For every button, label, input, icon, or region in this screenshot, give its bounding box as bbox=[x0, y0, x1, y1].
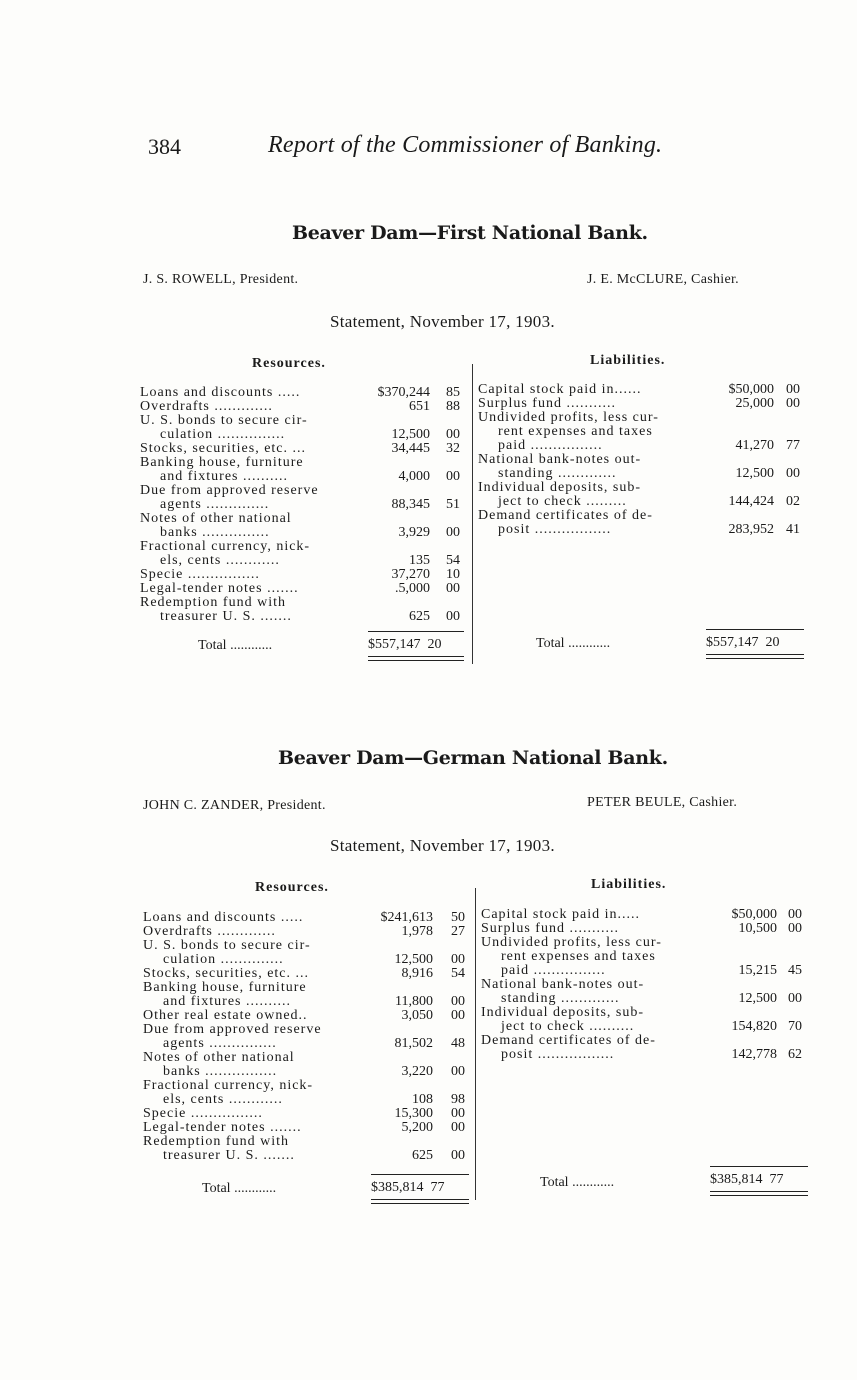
ledger-row bbox=[143, 981, 473, 995]
ledger-amount: 12,500 bbox=[735, 466, 774, 481]
ledger-row bbox=[478, 509, 808, 523]
ledger-item-label: Stocks, securities, etc. ... bbox=[140, 441, 307, 456]
ledger-item-label: Due from approved reserve bbox=[140, 483, 319, 498]
resources-table bbox=[140, 386, 470, 624]
total-double-rule bbox=[371, 1199, 469, 1204]
ledger-row bbox=[143, 911, 473, 925]
ledger-item-label: Notes of other national bbox=[143, 1050, 295, 1065]
ledger-amount: 3,220 bbox=[401, 1064, 433, 1079]
ledger-item-label: Specie ................ bbox=[140, 567, 260, 582]
liabilities-total-amount: $557,147 20 bbox=[706, 635, 780, 650]
resources-total-amount: $557,147 20 bbox=[368, 637, 442, 652]
liabilities-heading: Liabilities. bbox=[590, 353, 666, 368]
ledger-item-label: rent expenses and taxes bbox=[498, 424, 653, 439]
ledger-item-label: culation .............. bbox=[163, 952, 284, 967]
ledger-item-label: standing ............. bbox=[498, 466, 617, 481]
ledger-item-label: agents ............... bbox=[163, 1036, 277, 1051]
ledger-amount: 41,270 bbox=[735, 438, 774, 453]
ledger-row bbox=[143, 1009, 473, 1023]
ledger-row bbox=[481, 1048, 811, 1062]
ledger-item-label: Demand certificates of de- bbox=[481, 1033, 656, 1048]
ledger-amount: 10,500 bbox=[738, 921, 777, 936]
ledger-row bbox=[143, 1023, 473, 1037]
ledger-amount: 15,300 bbox=[394, 1106, 433, 1121]
ledger-cents: 41 bbox=[786, 522, 800, 537]
liabilities-total-label: Total ............ bbox=[540, 1175, 615, 1190]
resources-table bbox=[143, 911, 473, 1163]
ledger-cents: 51 bbox=[446, 497, 460, 512]
ledger-row bbox=[143, 1135, 473, 1149]
ledger-row bbox=[140, 442, 470, 456]
ledger-item-label: Legal-tender notes ....... bbox=[143, 1120, 302, 1135]
ledger-row bbox=[140, 386, 470, 400]
ledger-item-label: els, cents ............ bbox=[160, 553, 280, 568]
ledger-cents: 32 bbox=[446, 441, 460, 456]
ledger-item-label: Undivided profits, less cur- bbox=[481, 935, 662, 950]
ledger-item-label: National bank-notes out- bbox=[481, 977, 645, 992]
ledger-cents: 62 bbox=[788, 1047, 802, 1062]
ledger-item-label: banks ............... bbox=[160, 525, 270, 540]
ledger-item-label: Capital stock paid in..... bbox=[481, 907, 640, 922]
ledger-row bbox=[140, 526, 470, 540]
ledger-amount: 3,050 bbox=[401, 1008, 433, 1023]
ledger-cents: 48 bbox=[451, 1036, 465, 1051]
ledger-cents: 00 bbox=[788, 921, 802, 936]
ledger-item-label: U. S. bonds to secure cir- bbox=[143, 938, 311, 953]
ledger-amount: 625 bbox=[409, 609, 430, 624]
ledger-item-label: Individual deposits, sub- bbox=[478, 480, 642, 495]
resources-total-label: Total ............ bbox=[198, 638, 273, 653]
liabilities-heading: Liabilities. bbox=[591, 877, 667, 892]
ledger-amount: 144,424 bbox=[728, 494, 774, 509]
ledger-row bbox=[481, 950, 811, 964]
ledger-item-label: treasurer U. S. ....... bbox=[163, 1148, 295, 1163]
ledger-row bbox=[143, 1037, 473, 1051]
ledger-cents: 00 bbox=[786, 466, 800, 481]
ledger-row bbox=[140, 554, 470, 568]
ledger-row bbox=[478, 467, 808, 481]
ledger-amount: 135 bbox=[409, 553, 430, 568]
ledger-row bbox=[478, 481, 808, 495]
ledger-row bbox=[143, 1121, 473, 1135]
ledger-item-label: Legal-tender notes ....... bbox=[140, 581, 299, 596]
ledger-item-label: agents .............. bbox=[160, 497, 270, 512]
total-rule bbox=[710, 1166, 808, 1170]
ledger-row bbox=[478, 425, 808, 439]
page-number: 384 bbox=[148, 134, 181, 159]
ledger-cents: 54 bbox=[451, 966, 465, 981]
ledger-row bbox=[140, 456, 470, 470]
ledger-item-label: rent expenses and taxes bbox=[501, 949, 656, 964]
ledger-cents: 00 bbox=[451, 952, 465, 967]
resources-total-label: Total ............ bbox=[202, 1181, 277, 1196]
ledger-item-label: Demand certificates of de- bbox=[478, 508, 653, 523]
ledger-amount: 25,000 bbox=[735, 396, 774, 411]
bank-title: Beaver Dam—First National Bank. bbox=[292, 222, 648, 244]
ledger-row bbox=[481, 936, 811, 950]
ledger-amount: 12,500 bbox=[738, 991, 777, 1006]
ledger-amount: 1,978 bbox=[401, 924, 433, 939]
total-double-rule bbox=[706, 654, 804, 659]
ledger-cents: 85 bbox=[446, 385, 460, 400]
ledger-row bbox=[478, 495, 808, 509]
total-rule bbox=[371, 1174, 469, 1178]
ledger-row bbox=[478, 411, 808, 425]
ledger-item-label: Other real estate owned.. bbox=[143, 1008, 308, 1023]
ledger-item-label: culation ............... bbox=[160, 427, 286, 442]
ledger-item-label: and fixtures .......... bbox=[163, 994, 291, 1009]
statement-date: Statement, November 17, 1903. bbox=[330, 312, 555, 331]
ledger-row bbox=[481, 922, 811, 936]
ledger-item-label: Redemption fund with bbox=[140, 595, 286, 610]
ledger-cents: 00 bbox=[451, 1106, 465, 1121]
ledger-row bbox=[143, 953, 473, 967]
ledger-row bbox=[143, 939, 473, 953]
ledger-item-label: banks ................ bbox=[163, 1064, 278, 1079]
liabilities-table bbox=[478, 383, 808, 537]
total-double-rule bbox=[368, 656, 464, 661]
ledger-cents: 00 bbox=[446, 609, 460, 624]
ledger-amount: 283,952 bbox=[728, 522, 774, 537]
ledger-item-label: Capital stock paid in...... bbox=[478, 382, 642, 397]
ledger-row bbox=[481, 992, 811, 1006]
ledger-cents: 27 bbox=[451, 924, 465, 939]
ledger-item-label: ject to check .......... bbox=[501, 1019, 635, 1034]
ledger-item-label: treasurer U. S. ....... bbox=[160, 609, 292, 624]
resources-total-amount: $385,814 77 bbox=[371, 1180, 445, 1195]
ledger-cents: 00 bbox=[786, 396, 800, 411]
ledger-item-label: and fixtures .......... bbox=[160, 469, 288, 484]
ledger-item-label: U. S. bonds to secure cir- bbox=[140, 413, 308, 428]
ledger-row bbox=[143, 1107, 473, 1121]
ledger-item-label: Overdrafts ............. bbox=[140, 399, 273, 414]
ledger-cents: 00 bbox=[446, 525, 460, 540]
ledger-item-label: posit ................. bbox=[501, 1047, 615, 1062]
ledger-item-label: Notes of other national bbox=[140, 511, 292, 526]
president-name: J. S. ROWELL, President. bbox=[143, 272, 299, 287]
ledger-row bbox=[481, 1020, 811, 1034]
ledger-amount: 8,916 bbox=[401, 966, 433, 981]
total-double-rule bbox=[710, 1191, 808, 1196]
ledger-amount: 108 bbox=[412, 1092, 433, 1107]
ledger-item-label: Due from approved reserve bbox=[143, 1022, 322, 1037]
ledger-cents: 00 bbox=[446, 427, 460, 442]
ledger-amount: .5,000 bbox=[395, 581, 430, 596]
ledger-cents: 10 bbox=[446, 567, 460, 582]
ledger-cents: 77 bbox=[786, 438, 800, 453]
ledger-cents: 00 bbox=[788, 907, 802, 922]
ledger-amount: $241,613 bbox=[380, 910, 433, 925]
ledger-item-label: Redemption fund with bbox=[143, 1134, 289, 1149]
ledger-amount: 5,200 bbox=[401, 1120, 433, 1135]
ledger-amount: 88,345 bbox=[391, 497, 430, 512]
ledger-item-label: Banking house, furniture bbox=[140, 455, 304, 470]
ledger-amount: 12,500 bbox=[391, 427, 430, 442]
ledger-row bbox=[143, 1093, 473, 1107]
ledger-row bbox=[140, 540, 470, 554]
ledger-row bbox=[481, 908, 811, 922]
ledger-item-label: Undivided profits, less cur- bbox=[478, 410, 659, 425]
ledger-row bbox=[143, 1149, 473, 1163]
ledger-item-label: Surplus fund ........... bbox=[478, 396, 616, 411]
total-rule bbox=[706, 629, 804, 633]
ledger-cents: 00 bbox=[451, 1148, 465, 1163]
ledger-row bbox=[478, 439, 808, 453]
ledger-item-label: Loans and discounts ..... bbox=[140, 385, 301, 400]
statement-date: Statement, November 17, 1903. bbox=[330, 836, 555, 855]
ledger-row bbox=[140, 428, 470, 442]
ledger-row bbox=[481, 964, 811, 978]
ledger-row bbox=[143, 967, 473, 981]
ledger-row bbox=[140, 498, 470, 512]
ledger-amount: 15,215 bbox=[738, 963, 777, 978]
ledger-row bbox=[481, 978, 811, 992]
ledger-amount: $50,000 bbox=[731, 907, 777, 922]
ledger-cents: 70 bbox=[788, 1019, 802, 1034]
ledger-row bbox=[143, 995, 473, 1009]
ledger-item-label: Stocks, securities, etc. ... bbox=[143, 966, 310, 981]
ledger-item-label: standing ............. bbox=[501, 991, 620, 1006]
ledger-row bbox=[481, 1006, 811, 1020]
ledger-item-label: National bank-notes out- bbox=[478, 452, 642, 467]
resources-heading: Resources. bbox=[255, 880, 329, 895]
liabilities-table bbox=[481, 908, 811, 1062]
ledger-row bbox=[478, 397, 808, 411]
cashier-name: J. E. McCLURE, Cashier. bbox=[587, 272, 739, 287]
ledger-item-label: Specie ................ bbox=[143, 1106, 263, 1121]
ledger-cents: 00 bbox=[451, 1008, 465, 1023]
ledger-item-label: Banking house, furniture bbox=[143, 980, 307, 995]
ledger-cents: 00 bbox=[446, 581, 460, 596]
ledger-cents: 45 bbox=[788, 963, 802, 978]
ledger-amount: $370,244 bbox=[377, 385, 430, 400]
total-rule bbox=[368, 631, 464, 635]
ledger-row bbox=[140, 568, 470, 582]
ledger-row bbox=[478, 383, 808, 397]
ledger-row bbox=[478, 453, 808, 467]
ledger-cents: 54 bbox=[446, 553, 460, 568]
ledger-amount: 81,502 bbox=[394, 1036, 433, 1051]
ledger-item-label: posit ................. bbox=[498, 522, 612, 537]
ledger-item-label: ject to check ......... bbox=[498, 494, 627, 509]
ledger-cents: 50 bbox=[451, 910, 465, 925]
ledger-cents: 02 bbox=[786, 494, 800, 509]
cashier-name: PETER BEULE, Cashier. bbox=[587, 795, 738, 810]
ledger-row bbox=[140, 512, 470, 526]
ledger-amount: 37,270 bbox=[391, 567, 430, 582]
ledger-item-label: Fractional currency, nick- bbox=[143, 1078, 314, 1093]
ledger-amount: 625 bbox=[412, 1148, 433, 1163]
running-title: Report of the Commissioner of Banking. bbox=[268, 132, 663, 158]
ledger-item-label: paid ................ bbox=[498, 438, 603, 453]
ledger-cents: 00 bbox=[786, 382, 800, 397]
ledger-row bbox=[143, 925, 473, 939]
ledger-item-label: Loans and discounts ..... bbox=[143, 910, 304, 925]
ledger-amount: 154,820 bbox=[731, 1019, 777, 1034]
ledger-item-label: Overdrafts ............. bbox=[143, 924, 276, 939]
ledger-row bbox=[140, 414, 470, 428]
ledger-cents: 00 bbox=[446, 469, 460, 484]
president-name: JOHN C. ZANDER, President. bbox=[143, 798, 326, 813]
ledger-row bbox=[140, 470, 470, 484]
ledger-item-label: Surplus fund ........... bbox=[481, 921, 619, 936]
ledger-amount: 142,778 bbox=[731, 1047, 777, 1062]
ledger-item-label: paid ................ bbox=[501, 963, 606, 978]
ledger-item-label: els, cents ............ bbox=[163, 1092, 283, 1107]
ledger-item-label: Fractional currency, nick- bbox=[140, 539, 311, 554]
ledger-amount: 4,000 bbox=[398, 469, 430, 484]
ledger-row bbox=[143, 1079, 473, 1093]
ledger-amount: $50,000 bbox=[728, 382, 774, 397]
ledger-row bbox=[140, 582, 470, 596]
ledger-amount: 651 bbox=[409, 399, 430, 414]
ledger-row bbox=[143, 1051, 473, 1065]
ledger-row bbox=[140, 596, 470, 610]
liabilities-total-amount: $385,814 77 bbox=[710, 1172, 784, 1187]
resources-heading: Resources. bbox=[252, 356, 326, 371]
ledger-row bbox=[478, 523, 808, 537]
ledger-cents: 00 bbox=[788, 991, 802, 1006]
ledger-amount: 34,445 bbox=[391, 441, 430, 456]
ledger-row bbox=[140, 484, 470, 498]
ledger-cents: 98 bbox=[451, 1092, 465, 1107]
ledger-row bbox=[481, 1034, 811, 1048]
bank-title: Beaver Dam—German National Bank. bbox=[278, 747, 668, 769]
ledger-amount: 11,800 bbox=[395, 994, 433, 1009]
column-divider bbox=[475, 888, 476, 1200]
ledger-row bbox=[143, 1065, 473, 1079]
ledger-row bbox=[140, 400, 470, 414]
column-divider bbox=[472, 364, 473, 664]
liabilities-total-label: Total ............ bbox=[536, 636, 611, 651]
ledger-cents: 88 bbox=[446, 399, 460, 414]
ledger-cents: 00 bbox=[451, 1120, 465, 1135]
ledger-row bbox=[140, 610, 470, 624]
ledger-amount: 12,500 bbox=[394, 952, 433, 967]
ledger-item-label: Individual deposits, sub- bbox=[481, 1005, 645, 1020]
ledger-amount: 3,929 bbox=[398, 525, 430, 540]
ledger-cents: 00 bbox=[451, 1064, 465, 1079]
ledger-cents: 00 bbox=[451, 994, 465, 1009]
